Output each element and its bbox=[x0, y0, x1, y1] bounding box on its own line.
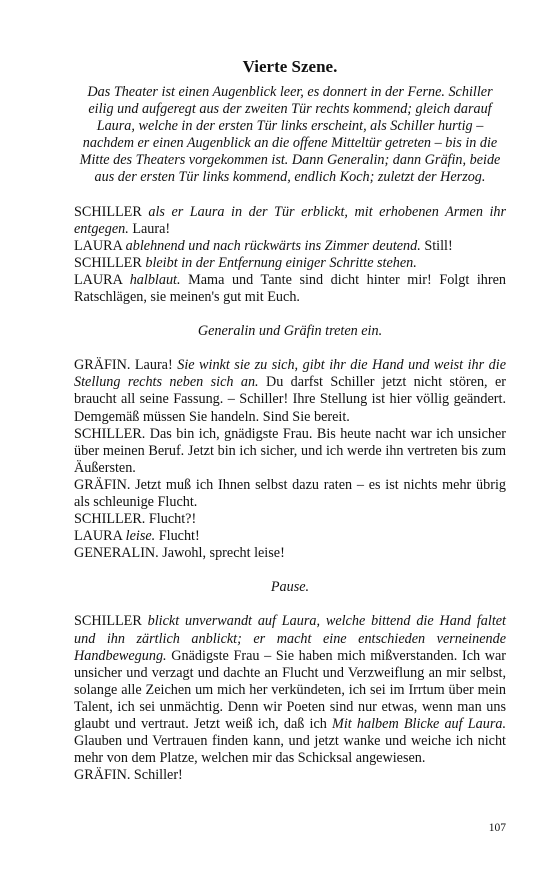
spacer bbox=[74, 187, 506, 204]
dialogue-line bbox=[74, 204, 506, 238]
stage-direction: blickt unverwandt auf Laura, welche bittend die Hand faltet und ihn zärtlich anblickt; er macht eine entschieden verneinende Handbewegung. bbox=[74, 613, 507, 664]
spoken-text: Still! bbox=[424, 237, 453, 254]
dialogue-line bbox=[74, 528, 506, 545]
dialogue-line bbox=[74, 255, 506, 272]
scene-title: Vierte Szene. bbox=[242, 57, 338, 76]
spoken-text: Das bin ich, gnädigste Frau. Bis heute nacht war ich unsicher über meinen Beruf. Jetzt bin ich sicher, und ich werde ihn vertreten bis zum Äußersten. bbox=[74, 425, 506, 476]
stage-direction-pause: Pause. bbox=[270, 579, 310, 596]
stage-direction: leise. bbox=[125, 528, 156, 545]
dialogue-block-1 bbox=[74, 204, 506, 307]
spoken-text: Jetzt muß ich Ihnen selbst dazu raten – es ist nichts mehr übrig als schleunige Flucht. bbox=[74, 476, 507, 510]
spoken-text: Gnädigste Frau – Sie haben mich mißverstanden. Ich war unsicher und verzagt und dachte an Flucht und Verzweiflung an mir selbst, solange alle Zeichen um mich her verkündeten, ich sei im Irrtum über mein Talent, ich sei unmächtig. Denn wir Poeten sind nur etwas, wenn man uns glaubt und vertraut. Jetzt weiß ich, daß ich bbox=[74, 647, 507, 732]
dialogue-block-2 bbox=[74, 357, 506, 562]
speaker-name: SCHILLER bbox=[74, 613, 142, 630]
speaker-name: SCHILLER bbox=[74, 254, 142, 271]
spoken-text: Schiller! bbox=[133, 767, 183, 784]
spoken-text: Laura! bbox=[134, 357, 173, 374]
stage-direction: bleibt in der Entfernung einiger Schritte stehen. bbox=[145, 254, 417, 271]
speaker-name: GRÄFIN. bbox=[74, 767, 131, 784]
spoken-text: Flucht?! bbox=[148, 511, 197, 528]
spoken-text: Du darfst Schiller jetzt nicht stören, er braucht all seine Fassung. – Schiller! Ihre Stellung ist hier völlig geändert. Demgemäß müssen Sie handeln. Sind Sie bereit. bbox=[74, 374, 506, 425]
dialogue-line bbox=[74, 767, 506, 784]
speaker-name: LAURA bbox=[74, 528, 123, 545]
stage-direction: als er Laura in der Tür erblickt, mit erhobenen Armen ihr entgegen. bbox=[74, 203, 507, 237]
spacer bbox=[74, 562, 506, 579]
dialogue-line bbox=[74, 613, 506, 767]
speaker-name: GENERALIN. bbox=[74, 545, 159, 562]
speaker-name: SCHILLER. bbox=[74, 425, 146, 442]
stage-direction: halblaut. bbox=[129, 271, 181, 288]
speaker-name: SCHILLER bbox=[74, 203, 142, 220]
speaker-name: LAURA bbox=[74, 237, 123, 254]
dialogue-block-3 bbox=[74, 613, 506, 784]
speaker-name: SCHILLER. bbox=[74, 511, 146, 528]
dialogue-line bbox=[74, 357, 506, 425]
dialogue-line bbox=[74, 426, 506, 477]
dialogue-line bbox=[74, 477, 506, 511]
stage-direction-intro: Das Theater ist einen Augenblick leer, es donnert in der Ferne. Schiller eilig und aufgeregt aus der zweiten Tür rechts kommend; gleich darauf Laura, welche in der ersten Tür links erscheint, als Schiller hurtig – nachdem er einen Augenblick an die offene Mitteltür getreten – bis in die Mitte des Theaters vorgekommen ist. Dann Generalin; dann Gräfin, beide aus der ersten Tür links kommend, endlich Koch; zuletzt der Herzog. bbox=[79, 84, 501, 186]
spoken-text: Glauben und Vertrauen finden kann, und jetzt wanke und weiche ich nicht mehr von dem Platze, welchen mir das Schicksal angewiesen. bbox=[74, 733, 506, 767]
spacer bbox=[74, 340, 506, 357]
speaker-name: LAURA bbox=[74, 271, 123, 288]
stage-direction: Mit halbem Blicke auf Laura. bbox=[332, 716, 507, 732]
stage-direction-enter: Generalin und Gräfin treten ein. bbox=[197, 323, 383, 340]
spoken-text: Flucht! bbox=[158, 528, 200, 545]
dialogue-line bbox=[74, 272, 506, 306]
speaker-name: GRÄFIN. bbox=[74, 476, 131, 493]
spoken-text: Laura! bbox=[132, 220, 171, 237]
stage-direction: Sie winkt sie zu sich, gibt ihr die Hand und weist ihr die Stellung rechts neben sich an. bbox=[74, 357, 507, 391]
dialogue-line bbox=[74, 511, 506, 528]
speaker-name: GRÄFIN. bbox=[74, 357, 131, 374]
dialogue-line bbox=[74, 238, 506, 255]
spacer bbox=[74, 306, 506, 323]
spacer bbox=[74, 596, 506, 613]
page-number: 107 bbox=[488, 822, 506, 834]
stage-direction: ablehnend und nach rückwärts ins Zimmer deutend. bbox=[125, 237, 421, 254]
page-body bbox=[74, 56, 506, 784]
dialogue-line bbox=[74, 545, 506, 562]
spoken-text: Jawohl, sprecht leise! bbox=[162, 545, 285, 562]
spoken-text: Mama und Tante sind dicht hinter mir! Folgt ihren Ratschlägen, sie meinen's gut mit Euch. bbox=[74, 271, 507, 306]
